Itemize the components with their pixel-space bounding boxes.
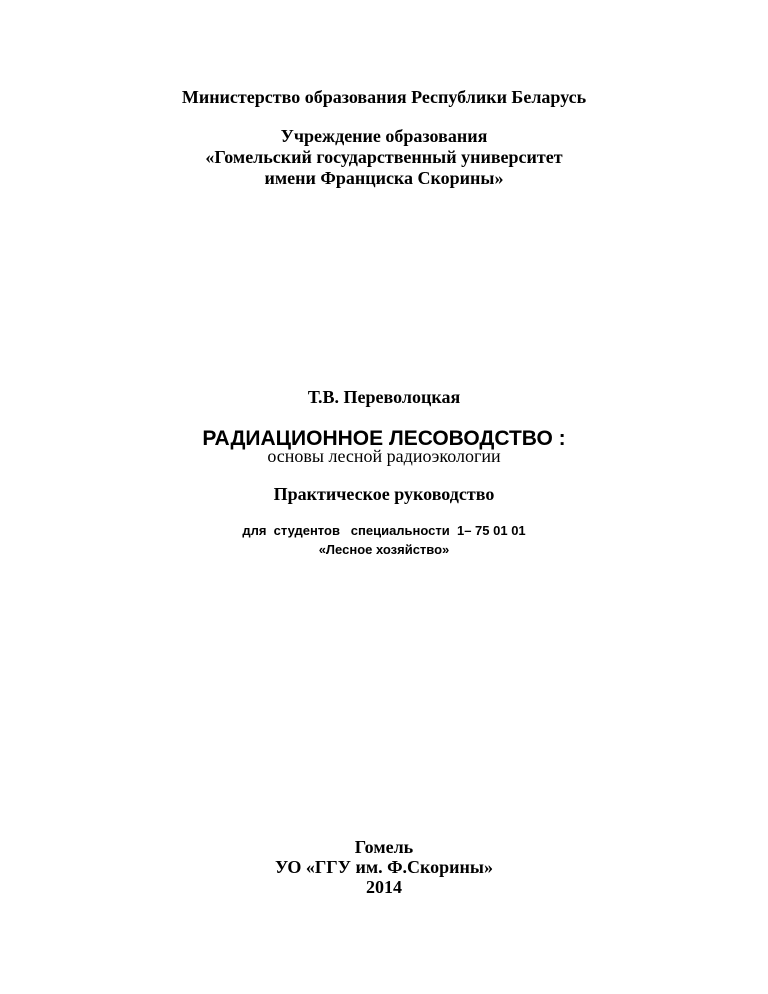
audience-line-2: «Лесное хозяйство» <box>318 542 450 557</box>
institution-line-1: Учреждение образования <box>280 126 488 146</box>
ministry-heading: Министерство образования Республики Беларусь <box>181 87 587 107</box>
imprint-publisher: УО «ГГУ им. Ф.Скорины» <box>275 857 493 877</box>
document-type: Практическое руководство <box>273 484 495 504</box>
imprint-year: 2014 <box>366 877 402 897</box>
institution-line-2: «Гомельский государственный университет <box>205 147 563 167</box>
author-name: Т.В. Переволоцкая <box>307 387 461 407</box>
imprint-city: Гомель <box>354 837 414 857</box>
institution-line-3: имени Франциска Скорины» <box>264 168 504 188</box>
subtitle: основы лесной радиоэкологии <box>267 446 501 466</box>
audience-line-1: для студентов специальности 1– 75 01 01 <box>242 523 526 538</box>
main-title: РАДИАЦИОННОЕ ЛЕСОВОДСТВО : <box>202 427 566 450</box>
